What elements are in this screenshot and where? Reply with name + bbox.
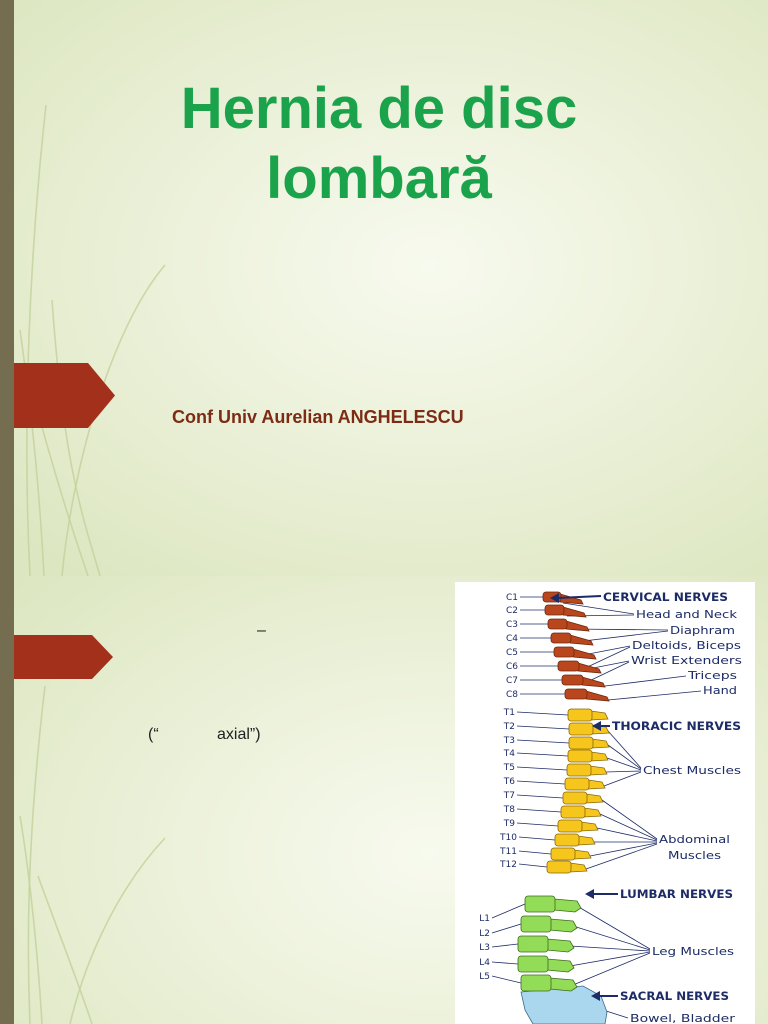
spinous-process-l5 (550, 978, 577, 991)
leader-abdominal-muscles (600, 814, 657, 840)
vertebra-leader-line-t11 (519, 851, 551, 854)
spinous-process-c2 (563, 607, 586, 617)
vertebra-label-c2: C2 (505, 606, 518, 616)
leader-hand (608, 691, 701, 700)
vertebra-body-l2 (521, 916, 551, 932)
vertebra-body-l3 (518, 936, 548, 952)
vertebra-leader-line-t12 (519, 864, 547, 867)
diagram-labels (603, 590, 742, 1024)
spinous-process-c6 (578, 663, 601, 673)
spinous-process-t3 (592, 739, 609, 748)
vertebra-leader-line-l5 (492, 976, 521, 983)
vertebra-label-t5: T5 (503, 763, 515, 773)
vertebra-body-t3 (569, 737, 593, 749)
vertebra-leader-line-t3 (517, 740, 569, 743)
vertebra-leader-line-l3 (492, 944, 518, 947)
spine-nerves-diagram (455, 582, 755, 1024)
leader-leg-muscles (577, 906, 650, 949)
leader-abdominal-muscles (590, 843, 657, 856)
vertebra-label-t9: T9 (503, 819, 515, 829)
vertebra-leader-line-l1 (492, 904, 525, 918)
vertebra-label-t2: T2 (503, 722, 515, 732)
spine-diagram-svg (455, 582, 755, 1024)
abdominal-muscles-label-line-2: Muscles (668, 849, 722, 862)
vertebra-body-t6 (565, 778, 589, 790)
vertebra-label-l5: L5 (479, 972, 490, 982)
vertebra-body-t1 (568, 709, 592, 721)
vertebra-label-c1: C1 (505, 593, 518, 603)
quote-open-text: (“ (148, 726, 159, 743)
title-line-1: Hernia de disc (180, 76, 578, 141)
leader-leg-muscles (570, 952, 650, 966)
vertebra-body-t12 (547, 861, 571, 873)
vertebra-leader-line-t7 (517, 795, 563, 798)
sacrum (521, 986, 607, 1024)
spinous-process-l2 (550, 919, 577, 932)
vertebra-leader-line-t1 (517, 712, 568, 715)
leader-abdominal-muscles (602, 800, 657, 839)
vertebra-leader-line-t8 (517, 809, 561, 812)
vertebra-label-t6: T6 (503, 777, 515, 787)
vertebra-label-c7: C7 (505, 676, 518, 686)
vertebra-body-c5 (554, 647, 574, 657)
leader-leg-muscles (570, 946, 650, 951)
spinous-process-t6 (588, 780, 605, 789)
abdominal-muscles-label-line-1: Abdominal (659, 833, 730, 846)
slide-title (140, 74, 618, 214)
vertebra-body-t2 (569, 723, 593, 735)
vertebra-label-l2: L2 (479, 929, 490, 939)
vertebra-label-t1: T1 (503, 708, 515, 718)
vertebra-leader-line-t2 (517, 726, 569, 729)
arrow-shape (14, 363, 115, 428)
vertebra-leader-line-t9 (517, 823, 558, 826)
vertebra-label-l1: L1 (479, 914, 490, 924)
vertebra-label-l3: L3 (479, 943, 490, 953)
vertebra-body-l4 (518, 956, 548, 972)
bowel-bladder-label: Bowel, Bladder (630, 1012, 736, 1024)
vertebra-label-l4: L4 (479, 958, 490, 968)
vertebra-body-t9 (558, 820, 582, 832)
sacral-nerves-label: SACRAL NERVES (620, 989, 729, 1003)
vertebra-label-t7: T7 (503, 791, 515, 801)
leader-leg-muscles (573, 926, 650, 950)
vertebra-body-t7 (563, 792, 587, 804)
vertebra-body-c6 (558, 661, 579, 671)
vertebra-body-t4 (568, 750, 592, 762)
vertebra-body-l5 (521, 975, 551, 991)
title-line-2: lombară (266, 146, 492, 211)
vertebra-leader-line-t5 (517, 767, 567, 770)
en-dash: – (257, 622, 266, 639)
spinous-process-t5 (590, 766, 607, 775)
triceps-label: Triceps (686, 669, 738, 682)
leader-abdominal-muscles (597, 828, 657, 841)
spinous-process-c8 (586, 691, 609, 701)
lumbar-nerves-arrowhead (585, 889, 594, 899)
head-and-neck-label: Head and Neck (636, 608, 738, 621)
spinous-process-l4 (547, 959, 574, 972)
vertebra-leader-line-t6 (517, 781, 565, 784)
cervical-nerves-label: CERVICAL NERVES (603, 590, 728, 604)
spinous-process-t9 (581, 822, 598, 831)
thoracic-nerves-label: THORACIC NERVES (612, 719, 741, 733)
vertebra-label-t12: T12 (500, 860, 517, 870)
spinous-process-c1 (560, 594, 583, 604)
diaphram-label: Diaphram (670, 624, 735, 637)
spinous-process-t1 (591, 711, 608, 720)
vertebra-label-t4: T4 (503, 749, 515, 759)
vertebra-leader-line-l4 (492, 962, 518, 964)
leader-leg-muscles (573, 953, 650, 985)
leader-chest-muscles (608, 731, 641, 768)
vertebra-body-t11 (551, 848, 575, 860)
leader-chest-muscles (606, 771, 641, 772)
spinous-process-t8 (584, 808, 601, 817)
vertebra-label-c6: C6 (505, 662, 518, 672)
leader-triceps (605, 676, 686, 686)
spinous-process-t7 (586, 794, 603, 803)
spinous-process-c5 (573, 649, 596, 659)
vertebra-label-c8: C8 (505, 690, 518, 700)
vertebra-body-t10 (555, 834, 579, 846)
slide-arrow-marker (0, 0, 120, 576)
vertebra-label-t10: T10 (500, 833, 517, 843)
slide-arrow-marker (0, 576, 120, 1024)
slide-2 (0, 576, 768, 1024)
spinous-process-t4 (591, 752, 608, 761)
spinous-process-c3 (566, 621, 589, 631)
vertebra-body-c7 (562, 675, 583, 685)
leader-chest-muscles (608, 745, 641, 769)
spinous-process-l3 (547, 939, 574, 952)
wrist-extenders-label: Wrist Extenders (631, 654, 743, 667)
vertebra-body-l1 (525, 896, 555, 912)
vertebra-label-c3: C3 (505, 620, 518, 630)
spinous-process-t10 (578, 836, 595, 845)
leader-chest-muscles (604, 772, 641, 786)
vertebra-body-c4 (551, 633, 571, 643)
vertebra-label-t8: T8 (503, 805, 515, 815)
vertebra-leader-line-l2 (492, 924, 521, 933)
quote-close-text: axial”) (217, 726, 261, 743)
chest-muscles-label: Chest Muscles (643, 764, 742, 777)
vertebra-label-c5: C5 (505, 648, 518, 658)
vertebra-body-c2 (545, 605, 564, 615)
vertebra-leader-line-t4 (517, 753, 568, 756)
deltoids-biceps-label: Deltoids, Biceps (632, 639, 742, 652)
vertebra-label-t11: T11 (500, 847, 517, 857)
leg-muscles-label: Leg Muscles (652, 945, 735, 958)
vertebra-label-t3: T3 (503, 736, 515, 746)
leader-abdominal-muscles (586, 844, 657, 869)
vertebra-leader-line-t10 (519, 837, 555, 840)
vertebra-body-t8 (561, 806, 585, 818)
vertebra-label-c4: C4 (505, 634, 518, 644)
slide-subtitle-author: Conf Univ Aurelian ANGHELESCU (172, 407, 464, 427)
spinous-process-t11 (574, 850, 591, 859)
hand-label: Hand (703, 684, 737, 697)
arrow-shape (14, 635, 113, 679)
vertebra-body-c3 (548, 619, 567, 629)
spinous-process-t12 (570, 863, 587, 872)
leader-chest-muscles (607, 758, 641, 770)
vertebra-body-t5 (567, 764, 591, 776)
vertebra-body-c8 (565, 689, 587, 699)
lumbar-nerves-label: LUMBAR NERVES (620, 887, 733, 901)
spinous-process-l1 (554, 899, 581, 912)
